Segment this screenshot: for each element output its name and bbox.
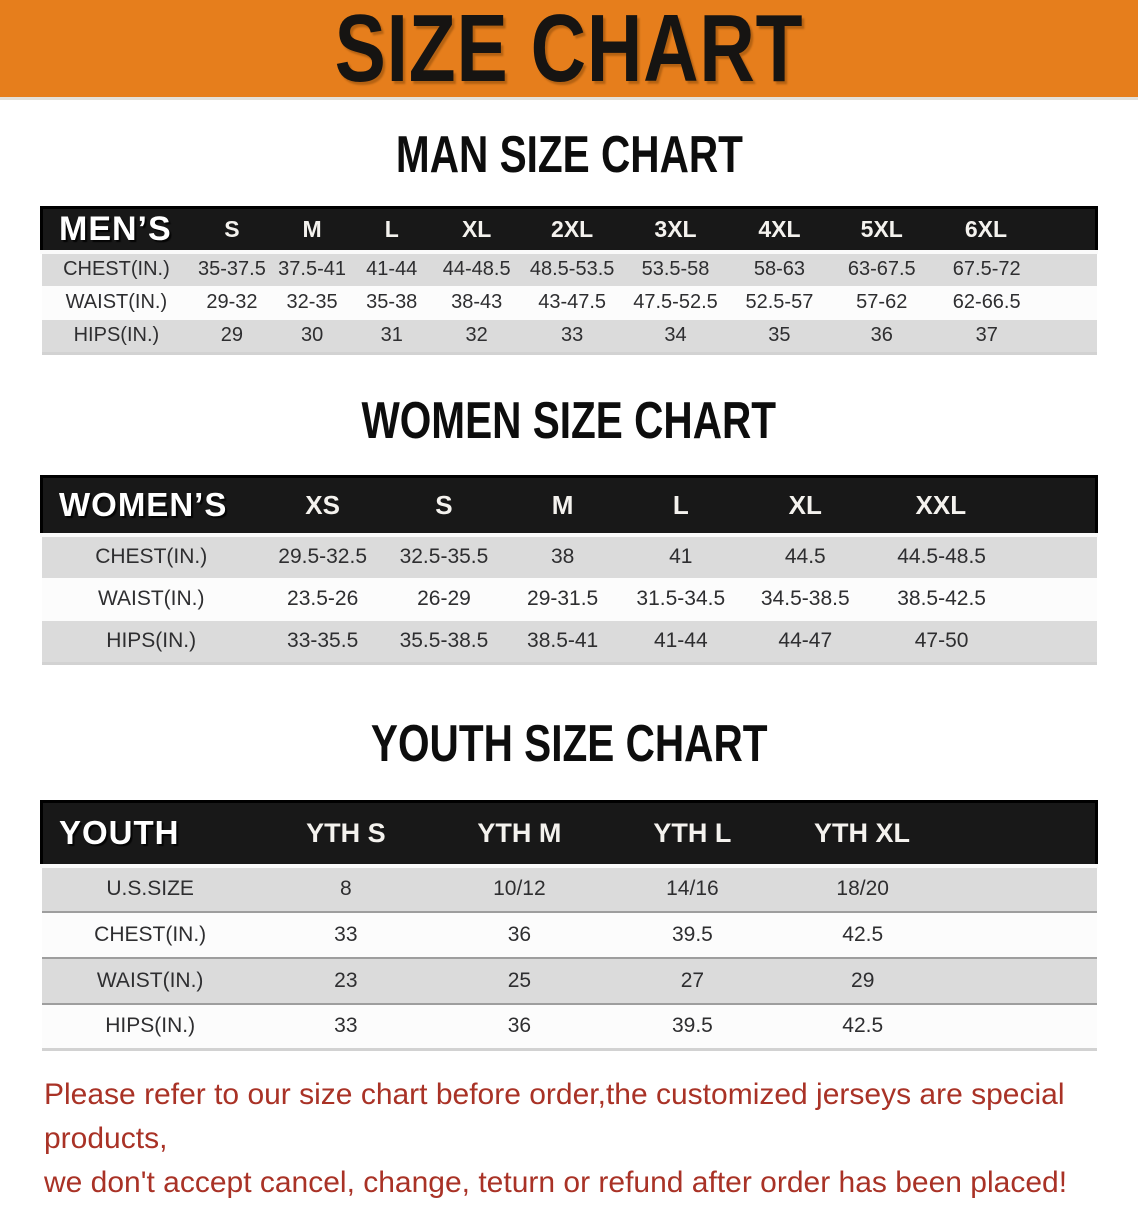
men-size-header: 4XL	[728, 208, 830, 252]
row-label: HIPS(IN.)	[42, 621, 261, 664]
size-chart-banner	[0, 0, 1138, 100]
men-waist-cell: 62-66.5	[933, 286, 1097, 320]
youth-ussize-cell: 18/20	[779, 866, 1097, 912]
women-section-heading	[0, 391, 1138, 451]
youth-chest-cell: 42.5	[779, 912, 1097, 958]
women-waist-cell: 34.5-38.5	[740, 578, 871, 621]
women-size-header: S	[384, 477, 503, 535]
women-hips-row	[42, 621, 1097, 664]
row-label: CHEST(IN.)	[42, 912, 259, 958]
banner-title: SIZE CHART	[334, 0, 804, 102]
men-hips-cell: 33	[522, 320, 623, 354]
women-size-header: XL	[740, 477, 871, 535]
women-size-header: M	[504, 477, 622, 535]
women-size-header: XS	[261, 477, 384, 535]
women-waist-cell: 29-31.5	[504, 578, 622, 621]
men-hips-cell: 36	[831, 320, 933, 354]
men-chest-cell: 48.5-53.5	[522, 252, 623, 286]
row-label: U.S.SIZE	[42, 866, 259, 912]
women-chest-cell: 44.5	[740, 535, 871, 578]
man-heading-text: MAN SIZE CHART	[395, 126, 743, 184]
disclaimer-text	[44, 1073, 1108, 1205]
man-section-heading	[0, 125, 1138, 185]
youth-hips-cell: 36	[433, 1004, 606, 1050]
disclaimer-line-2: we don't accept cancel, change, teturn or refund after order has been placed!	[44, 1166, 1068, 1199]
youth-size-header: YTH L	[606, 802, 779, 866]
youth-waist-cell: 29	[779, 958, 1097, 1004]
men-hips-cell: 31	[352, 320, 432, 354]
men-waist-cell: 57-62	[831, 286, 933, 320]
men-waist-cell: 32-35	[273, 286, 352, 320]
men-hips-row	[42, 320, 1097, 354]
row-label: WAIST(IN.)	[42, 578, 261, 621]
youth-header-row	[42, 802, 1097, 866]
women-table-label: WOMEN’S	[42, 477, 261, 535]
row-label: CHEST(IN.)	[42, 535, 261, 578]
women-hips-cell: 41-44	[622, 621, 740, 664]
men-hips-cell: 30	[273, 320, 352, 354]
men-chest-cell: 53.5-58	[623, 252, 729, 286]
youth-hips-row	[42, 1004, 1097, 1050]
youth-chest-cell: 36	[433, 912, 606, 958]
men-size-header: 3XL	[623, 208, 729, 252]
men-chest-cell: 37.5-41	[273, 252, 352, 286]
men-chest-cell: 41-44	[352, 252, 432, 286]
men-chest-cell: 67.5-72	[933, 252, 1097, 286]
women-size-header: XXL	[871, 477, 1097, 535]
youth-hips-cell: 39.5	[606, 1004, 779, 1050]
youth-waist-cell: 25	[433, 958, 606, 1004]
women-hips-cell: 33-35.5	[261, 621, 384, 664]
men-size-header: 6XL	[933, 208, 1097, 252]
youth-ussize-cell: 10/12	[433, 866, 606, 912]
youth-ussize-cell: 14/16	[606, 866, 779, 912]
women-hips-cell: 38.5-41	[504, 621, 622, 664]
women-hips-cell: 44-47	[740, 621, 871, 664]
men-hips-cell: 34	[623, 320, 729, 354]
youth-waist-cell: 23	[259, 958, 433, 1004]
women-hips-cell: 35.5-38.5	[384, 621, 503, 664]
men-hips-cell: 32	[432, 320, 522, 354]
men-table-label: MEN’S	[42, 208, 192, 252]
women-heading-text: WOMEN SIZE CHART	[361, 392, 777, 450]
men-header-row	[42, 208, 1097, 252]
women-size-header: L	[622, 477, 740, 535]
women-chest-cell: 38	[504, 535, 622, 578]
men-size-header: M	[273, 208, 352, 252]
youth-heading-text: YOUTH SIZE CHART	[370, 715, 768, 773]
men-chest-cell: 58-63	[728, 252, 830, 286]
men-waist-row	[42, 286, 1097, 320]
youth-ussize-row	[42, 866, 1097, 912]
men-waist-cell: 43-47.5	[522, 286, 623, 320]
men-waist-cell: 52.5-57	[728, 286, 830, 320]
women-waist-cell: 31.5-34.5	[622, 578, 740, 621]
row-label: WAIST(IN.)	[42, 286, 192, 320]
men-hips-cell: 35	[728, 320, 830, 354]
men-waist-cell: 47.5-52.5	[623, 286, 729, 320]
youth-size-table	[40, 800, 1098, 1051]
women-waist-cell: 26-29	[384, 578, 503, 621]
men-hips-cell: 37	[933, 320, 1097, 354]
youth-chest-cell: 39.5	[606, 912, 779, 958]
women-header-row	[42, 477, 1097, 535]
men-size-header: S	[191, 208, 272, 252]
youth-waist-cell: 27	[606, 958, 779, 1004]
men-chest-cell: 44-48.5	[432, 252, 522, 286]
youth-ussize-cell: 8	[259, 866, 433, 912]
row-label: HIPS(IN.)	[42, 1004, 259, 1050]
row-label: CHEST(IN.)	[42, 252, 192, 286]
women-chest-cell: 41	[622, 535, 740, 578]
men-size-header: XL	[432, 208, 522, 252]
row-label: HIPS(IN.)	[42, 320, 192, 354]
women-chest-cell: 32.5-35.5	[384, 535, 503, 578]
men-waist-cell: 35-38	[352, 286, 432, 320]
men-chest-cell: 63-67.5	[831, 252, 933, 286]
disclaimer-line-1: Please refer to our size chart before order,the customized jerseys are special products,	[44, 1078, 1065, 1155]
men-waist-cell: 29-32	[191, 286, 272, 320]
youth-hips-cell: 33	[259, 1004, 433, 1050]
women-hips-cell: 47-50	[871, 621, 1097, 664]
youth-size-header: YTH XL	[779, 802, 1097, 866]
women-chest-cell: 29.5-32.5	[261, 535, 384, 578]
men-size-header: L	[352, 208, 432, 252]
women-waist-cell: 38.5-42.5	[871, 578, 1097, 621]
women-chest-cell: 44.5-48.5	[871, 535, 1097, 578]
men-chest-row	[42, 252, 1097, 286]
row-label: WAIST(IN.)	[42, 958, 259, 1004]
youth-table-label: YOUTH	[42, 802, 259, 866]
women-size-table	[40, 475, 1098, 665]
men-size-table	[40, 206, 1098, 355]
youth-waist-row	[42, 958, 1097, 1004]
men-size-header: 5XL	[831, 208, 933, 252]
youth-chest-cell: 33	[259, 912, 433, 958]
youth-section-heading	[0, 714, 1138, 774]
women-chest-row	[42, 535, 1097, 578]
women-waist-row	[42, 578, 1097, 621]
youth-size-header: YTH M	[433, 802, 606, 866]
men-chest-cell: 35-37.5	[191, 252, 272, 286]
youth-size-header: YTH S	[259, 802, 433, 866]
men-waist-cell: 38-43	[432, 286, 522, 320]
men-size-header: 2XL	[522, 208, 623, 252]
women-waist-cell: 23.5-26	[261, 578, 384, 621]
men-hips-cell: 29	[191, 320, 272, 354]
youth-chest-row	[42, 912, 1097, 958]
youth-hips-cell: 42.5	[779, 1004, 1097, 1050]
